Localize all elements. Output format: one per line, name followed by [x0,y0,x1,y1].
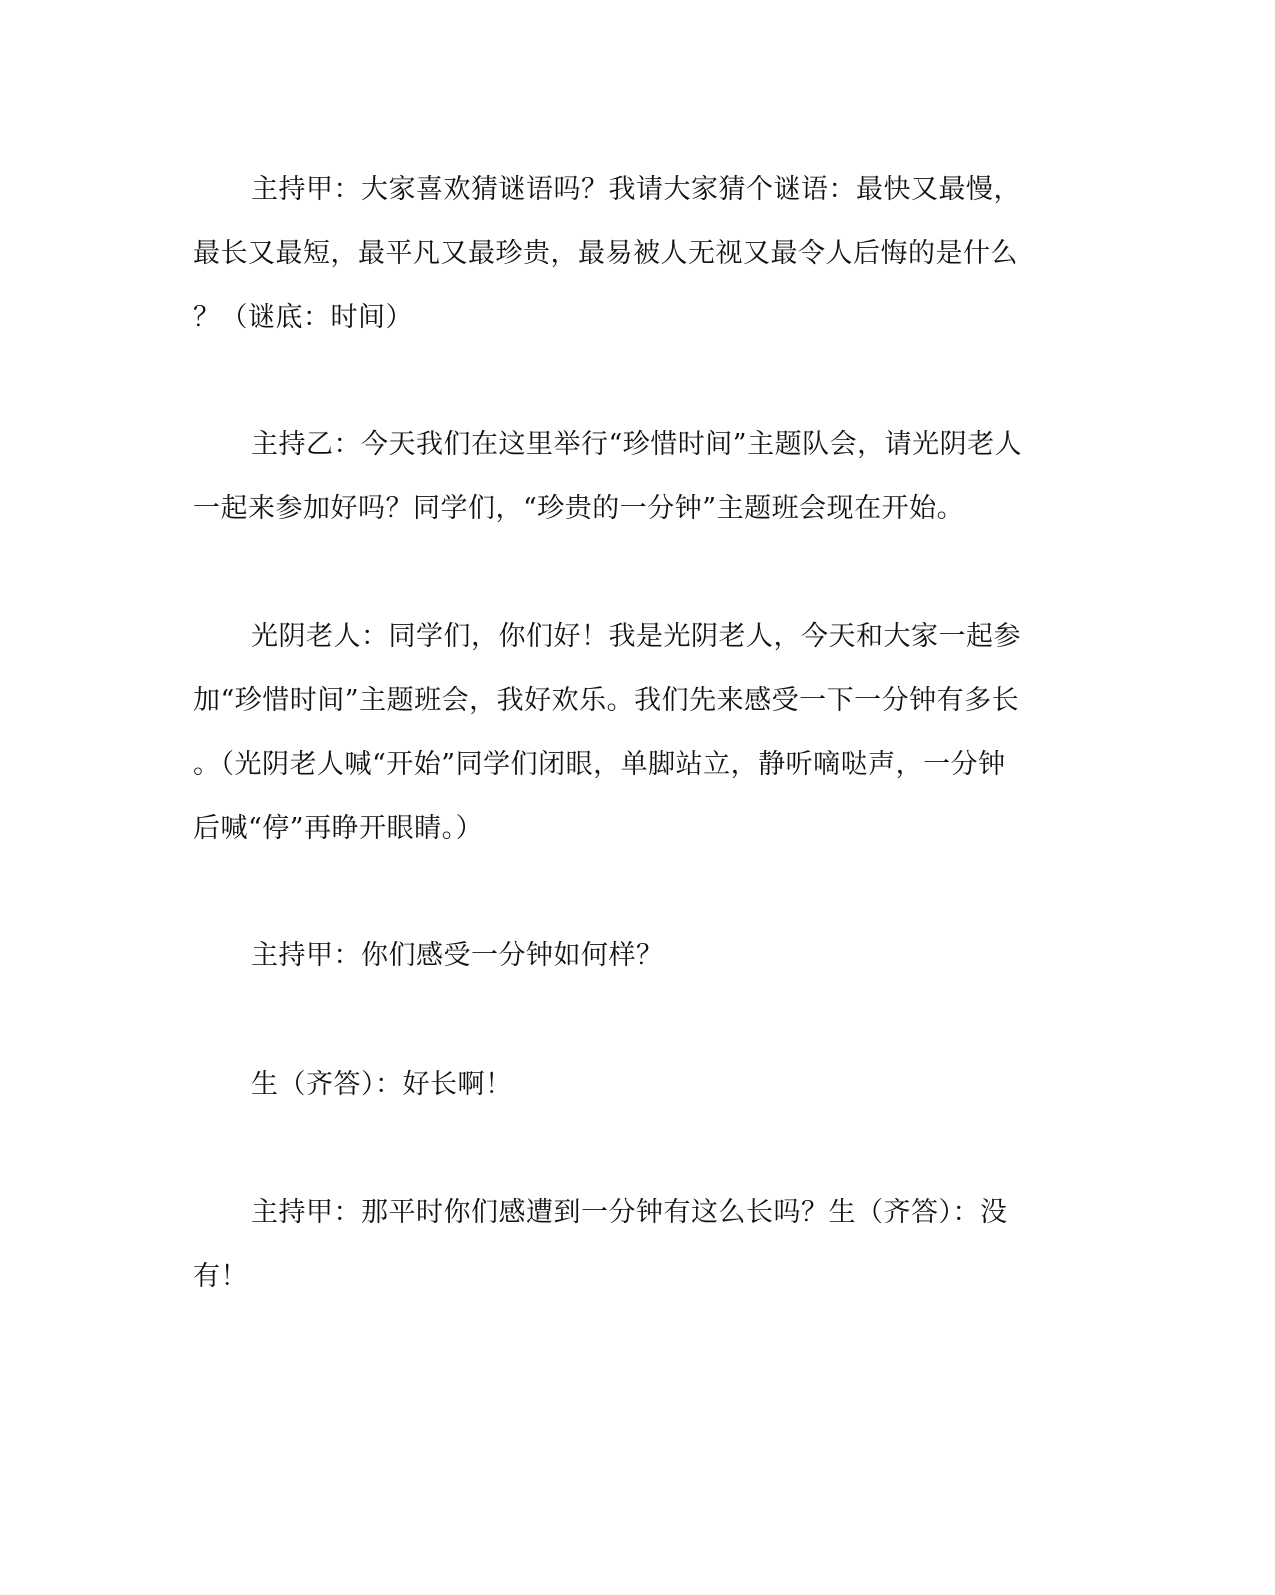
text-line: 有！ [193,1261,248,1292]
text-line: 主持甲：你们感受一分钟如何样？ [251,940,664,971]
text-line: 主持甲：那平时你们感遭到一分钟有这么长吗？生（齐答）：没 [251,1197,1008,1228]
text-line: 。（光阴老人喊“开始”同学们闭眼，单脚站立，静听嘀哒声，一分钟 [193,749,1006,780]
text-line: 后喊“停”再睁开眼睛。） [193,813,484,844]
text-line: 光阴老人：同学们，你们好！我是光阴老人，今天和大家一起参 [251,621,1021,652]
text-line: 主持甲：大家喜欢猜谜语吗？我请大家猜个谜语：最快又最慢， [251,174,1021,205]
text-line: 主持乙：今天我们在这里举行“珍惜时间”主题队会，请光阴老人 [251,429,1023,460]
text-line: 加“珍惜时间”主题班会，我好欢乐。我们先来感受一下一分钟有多长 [193,685,1020,716]
text-line: 生（齐答）：好长啊！ [251,1069,513,1100]
text-line: 一起来参加好吗？同学们，“珍贵的一分钟”主题班会现在开始。 [193,493,965,524]
text-line: ？（谜底：时间） [193,302,413,333]
text-line: 最长又最短，最平凡又最珍贵，最易被人无视又最令人后悔的是什么 [193,238,1018,269]
